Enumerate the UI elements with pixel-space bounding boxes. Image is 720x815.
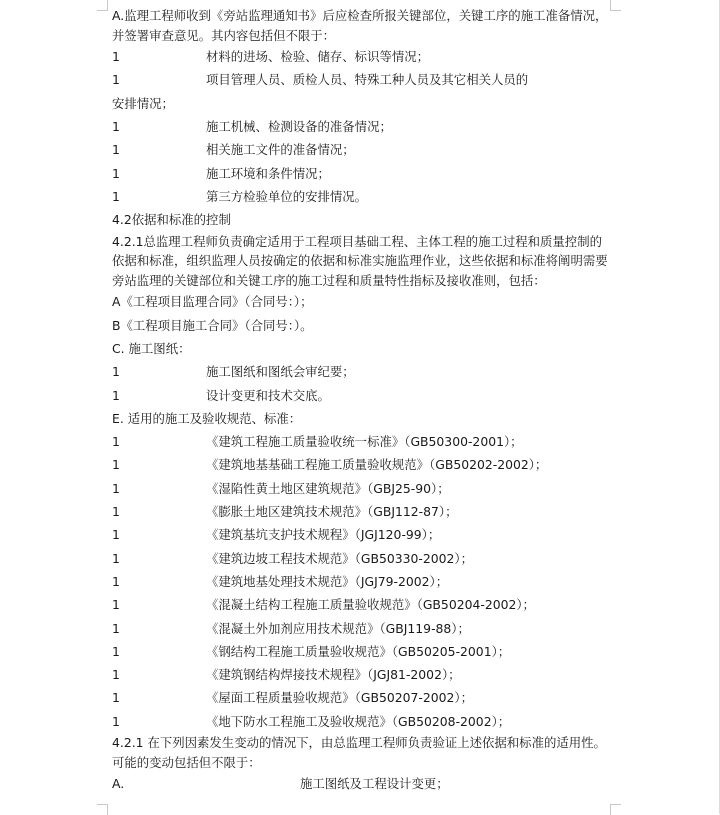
list-text: 《混凝土结构工程施工质量验收规范》（GB50204-2002）； [206,597,535,613]
list-item [112,138,612,161]
list-marker: 1 [112,690,120,706]
list-marker: 1 [112,387,120,403]
paragraph-line: A.监理工程师收到《旁站监理通知书》后应检查所报关键部位，关键工序的施工准备情况， [112,8,608,23]
list-item [112,162,612,185]
list-text: 《地下防水工程施工及验收规范》（GB50208-2002）； [206,713,511,729]
list-item [112,547,612,570]
list-text: 《建筑地基基础工程施工质量验收规范》（GB50202-2002）； [206,457,548,473]
list-text: 材料的进场、检验、储存、标识等情况； [206,49,430,65]
list-text: 《建筑钢结构焊接技术规程》（JGJ81-2002）； [206,667,461,683]
list-text: 相关施工文件的准备情况； [206,142,355,158]
list-text: 施工环境和条件情况； [206,165,330,181]
list-item [112,523,612,546]
paragraph-line: 4.2.1 在下列因素发生变动的情况下，由总监理工程师负责验证上述依据和标准的适用性。 [112,734,606,750]
page-corner-mark [97,804,108,815]
list-marker: 1 [112,527,120,543]
list-text: 施工图纸和图纸会审纪要； [206,364,355,380]
page-corner-mark [610,804,621,815]
list-item [112,430,612,453]
list-marker: 1 [112,643,120,659]
list-marker: 1 [112,188,120,204]
list-item [112,477,612,500]
list-item [112,68,612,91]
list-item [112,663,612,686]
list-text: 《膨胀土地区建筑技术规范》（GBJ112-87）； [206,504,458,520]
list-marker: 1 [112,72,120,88]
list-text: 《建筑边坡工程技术规范》（GB50330-2002）； [206,550,473,566]
list-item [112,617,612,640]
list-marker: 1 [112,597,120,613]
list-item [112,710,612,733]
list-text: 《建筑地基处理技术规范》（JGJ79-2002）； [206,573,449,589]
list-item [112,570,612,593]
list-marker: 1 [112,504,120,520]
contract-line: A《工程项目监理合同》（合同号：）； [112,294,313,310]
list-text: 《屋面工程质量验收规范》（GB50207-2002）； [206,690,473,706]
list-marker: A. [112,776,125,792]
list-item [112,115,612,138]
list-item [112,593,612,616]
page-corner-mark [97,0,108,11]
list-text: 第三方检验单位的安排情况。 [206,188,368,204]
list-marker: 1 [112,165,120,181]
list-text: 《建筑工程施工质量验收统一标准》（GB50300-2001）； [206,434,523,450]
list-item [112,500,612,523]
list-item [112,772,612,795]
list-item [112,453,612,476]
list-marker: 1 [112,119,120,135]
list-marker: 1 [112,142,120,158]
list-text: 项目管理人员、质检人员、特殊工种人员及其它相关人员的 [206,72,529,88]
list-text: 施工图纸及工程设计变更； [300,776,449,792]
list-text: 《混凝土外加剂应用技术规范》（GBJ119-88）； [206,620,470,636]
list-marker: 1 [112,480,120,496]
list-marker: 1 [112,49,120,65]
list-item [112,45,612,68]
subheading: E. 适用的施工及验收规范、标准： [112,410,302,426]
list-item [112,384,612,407]
list-item [112,640,612,663]
list-marker: 1 [112,550,120,566]
paragraph-line: 可能的变动包括但不限于： [112,754,261,770]
list-marker: 1 [112,434,120,450]
list-marker: 1 [112,667,120,683]
list-text: 设计变更和技术交底。 [206,387,330,403]
list-marker: 1 [112,713,120,729]
subheading: C. 施工图纸： [112,340,191,356]
paragraph-line: 并签署审查意见。其内容包括但不限于： [112,27,336,43]
list-item [112,185,612,208]
list-marker: 1 [112,457,120,473]
list-text: 施工机械、检测设备的准备情况； [206,119,392,135]
list-text: 《钢结构工程施工质量验收规范》（GB50205-2001）； [206,643,511,659]
document-body [112,6,612,795]
list-marker: 1 [112,364,120,380]
list-item [112,686,612,709]
section-heading: 4.2依据和标准的控制 [112,212,231,228]
list-marker: 1 [112,573,120,589]
contract-line: B《工程项目施工合同》（合同号：）。 [112,317,313,333]
paragraph-line: 依据和标准，组织监理人员按确定的依据和标准实施监理作业，这些依据和标准将阐明需要 [112,253,608,269]
list-item [112,360,612,383]
paragraph-line: 安排情况； [112,95,174,111]
list-text: 《建筑基坑支护技术规程》（JGJ120-99）； [206,527,441,543]
paragraph-line: 旁站监理的关键部位和关键工序的施工过程和质量特性指标及接收准则，包括： [112,272,546,288]
list-text: 《湿陷性黄土地区建筑规范》（GBJ25-90）； [206,480,450,496]
paragraph-line: 4.2.1总监理工程师负责确定适用于工程项目基础工程、主体工程的施工过程和质量控制的 [112,233,602,249]
list-marker: 1 [112,620,120,636]
